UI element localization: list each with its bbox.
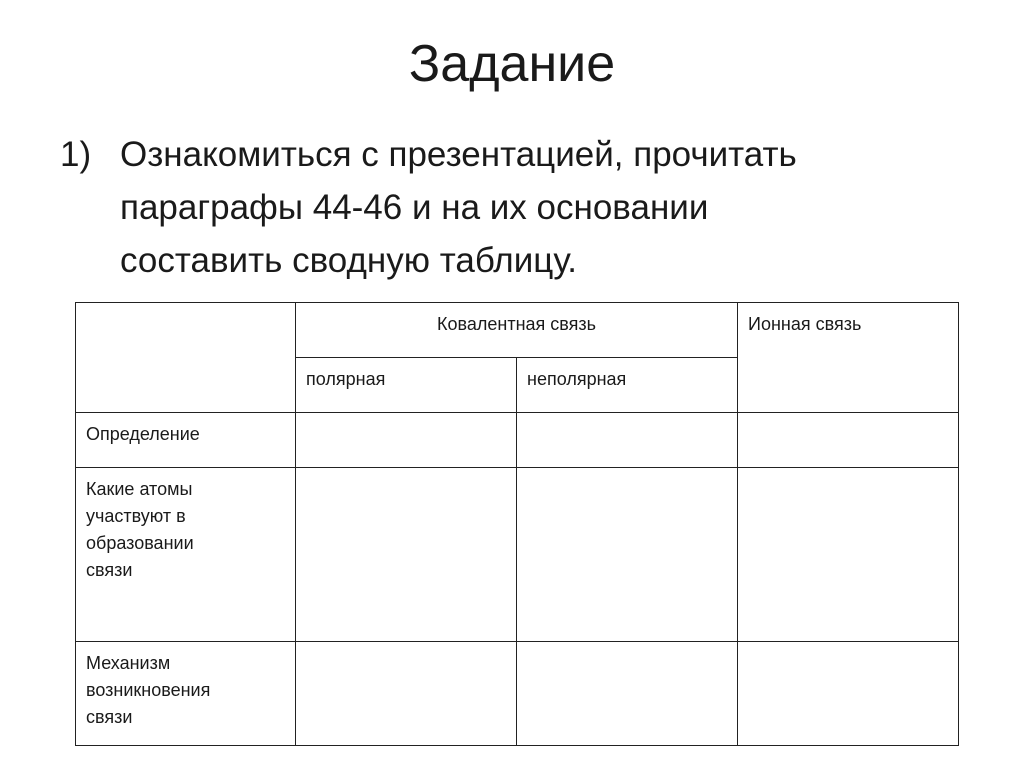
table-cell-empty <box>738 468 959 642</box>
table-row <box>76 413 959 468</box>
table-cell-empty <box>296 468 517 642</box>
table-cell-empty <box>517 642 738 746</box>
row-label-line: связи <box>86 707 133 727</box>
header-covalent: Ковалентная связь <box>296 303 738 358</box>
table-cell-empty <box>517 468 738 642</box>
task-text-line: составить сводную таблицу. <box>120 241 578 280</box>
task-text <box>120 128 960 287</box>
task-number: 1) <box>60 135 92 174</box>
row-label-definition: Определение <box>76 413 296 468</box>
row-label-line: возникновения <box>86 680 211 700</box>
task-list <box>60 128 960 287</box>
row-label-line: образовании <box>86 533 194 553</box>
table-cell-empty <box>517 413 738 468</box>
slide-title: Задание <box>408 35 616 93</box>
task-text-line: Ознакомиться с презентацией, прочитать <box>120 135 797 174</box>
table-corner-cell <box>76 303 296 413</box>
table-row <box>76 642 959 746</box>
table-header-row <box>76 303 959 358</box>
row-label-line: Какие атомы <box>86 479 193 499</box>
row-label-line: участвуют в <box>86 506 186 526</box>
row-label-atoms <box>76 468 296 642</box>
row-label-line: связи <box>86 560 133 580</box>
table-cell-empty <box>296 642 517 746</box>
header-ionic: Ионная связь <box>738 303 959 413</box>
table-row <box>76 468 959 642</box>
task-item <box>60 128 960 287</box>
summary-table <box>75 302 959 746</box>
table-cell-empty <box>738 413 959 468</box>
table-cell-empty <box>296 413 517 468</box>
header-polar: полярная <box>296 358 517 413</box>
task-text-line: параграфы 44-46 и на их основании <box>120 188 709 227</box>
table-cell-empty <box>738 642 959 746</box>
header-nonpolar: неполярная <box>517 358 738 413</box>
row-label-mechanism <box>76 642 296 746</box>
row-label-line: Механизм <box>86 653 171 673</box>
